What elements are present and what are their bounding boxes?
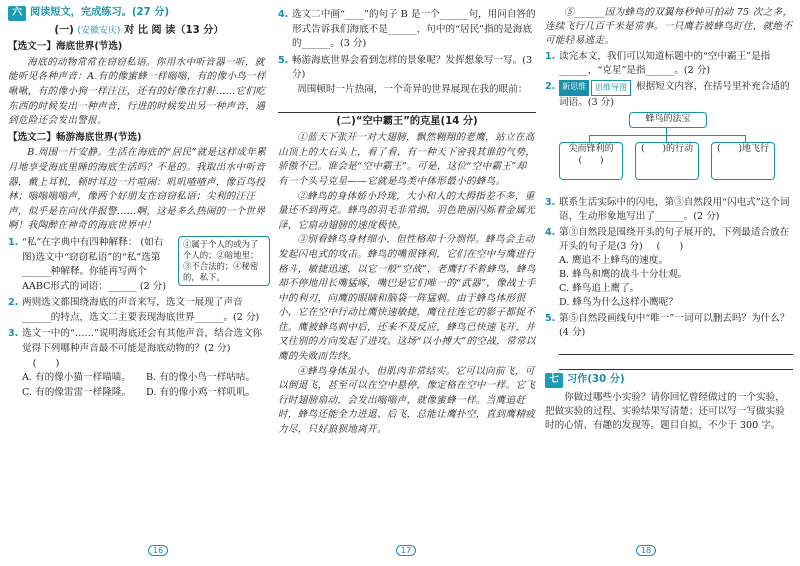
part-source: (安徽安庆): [77, 25, 121, 36]
question-number: 2.: [545, 81, 556, 92]
connector-line: [589, 135, 745, 136]
question-text: 第③自然段是围绕开头的句子展开的，下列最适合放在开头的句子是(3 分): [559, 227, 790, 252]
section-number-badge: 七: [545, 373, 563, 388]
answer-prompt: 周围顿时一片热闹，一个奇异的世界展现在我的眼前：: [297, 83, 528, 95]
question-3: [8, 327, 270, 371]
question-text: 选文一中的“……”说明海底还会有其他声音，结合选文你觉得下列哪种声音最不可能是海底动物的？(2 分): [22, 328, 263, 355]
question-text: 读完本文，我们可以知道标题中的“空中霸王”是指______，“克星”是指______。(2 分): [559, 51, 771, 76]
answer-paren[interactable]: ( ): [32, 357, 60, 369]
question-2: [545, 80, 793, 110]
mind-map-tag: 思维导图: [591, 80, 631, 96]
mind-map-root: 蜂鸟的法宝: [629, 112, 707, 128]
option-a[interactable]: A. 鹰追不上蜂鸟的速度。: [559, 255, 668, 266]
question-text: 两则选文都围绕海底的声音来写，选文一展现了声音______的特点，选文二主要表现海底世界______。(2 分): [22, 297, 260, 323]
selection-two-title: 【选文二】畅游海底世界(节选): [8, 131, 142, 143]
question-number: 2.: [8, 297, 19, 309]
selection-one-text: 海底的动物常常在窃窃私语。你用水中听音器一听，就能听见各种声音：A.有的像蜜蜂一样嗡嗡，有的像小鸟一样啾啾，有的像小狗一样汪汪，还有的好像在打鼾……它们吃东西的时候发出一种声音，行进的时候发出另一种声音，遇到危险还会发出警报。: [8, 56, 266, 127]
selection-one-title: 【选文一】海底世界(节选): [8, 41, 123, 53]
mind-map-leaf[interactable]: 尖而锋利的( ): [559, 142, 623, 180]
question-text: 根据短文内容，在括号里补充合适的词语。(3 分): [559, 81, 790, 108]
question-number: 4.: [278, 9, 289, 20]
question-number: 3.: [8, 328, 19, 340]
column-right: [545, 6, 793, 433]
section-number-badge: 六: [8, 6, 26, 21]
writing-prompt: 你做过哪些小实验？请你回忆曾经做过的一个实验，把做实验的过程、实验结果写清楚；还可以写一写做实验时的心情、有趣的发现等。题目自拟，不少于 300 字。: [545, 391, 785, 431]
question-number: 5.: [545, 313, 556, 324]
options-row: [22, 371, 270, 386]
answer-line[interactable]: [559, 341, 793, 355]
options-row: [22, 386, 270, 401]
question-number: 1.: [545, 51, 556, 62]
question-4: [545, 226, 793, 254]
answer-paren[interactable]: ( ): [656, 241, 684, 252]
answer-line[interactable]: [278, 99, 536, 113]
section-seven-header: [545, 373, 793, 388]
section-six-header: [8, 6, 270, 21]
question-text: “私”在字典中有四种解释：: [22, 236, 138, 248]
option-b[interactable]: B. 有的像小鸟一样咕咕。: [146, 372, 256, 384]
question-5: [278, 54, 536, 83]
option-d[interactable]: D. 有的像小鸡一样叽叽。: [146, 386, 256, 398]
question-1: [8, 236, 270, 294]
new-thinking-tag: 新思维: [559, 80, 589, 96]
definition-box: ①属于个人的或为了个人的；②暗地里；③不合法的；④秘密的，私下。: [178, 236, 270, 286]
question-2: [8, 296, 270, 325]
option-b[interactable]: B. 蜂鸟和鹰的战斗十分壮观。: [559, 269, 688, 280]
question-number: 1.: [8, 236, 19, 248]
paragraph-3: ③别看蜂鸟身材细小，但性格却十分剽悍。蜂鸟会主动发起闪电式的攻击。蜂鸟的嘴很锋利，它们在空中与鹰进行格斗，敏捷迅速，以它一般“空战”，老鹰打不着蜂鸟，蜂鸟却不停地用长嘴猛啄，嘴巴是它们唯一的“武器”，像战士手中的利刃，向鹰的眼睛和脑袋一阵猛刺。由于蜂鸟体形很小，它在空中行动比鹰快速敏捷，鹰往往连它的影子都捉不住。鹰被蜂鸟刺中后，还来不及反应，蜂鸟已快速飞开，并又往别的方向发起了进攻。这场“以小搏大”的空战，常常以鹰的失败而告终。: [278, 234, 536, 363]
page-number: 18: [636, 545, 656, 556]
question-number: 3.: [545, 197, 556, 208]
connector-line: [666, 127, 667, 135]
question-number: 4.: [545, 227, 556, 238]
selection-two-text: B.周围一片安静。生活在海底的“居民”就是这样成年累月地享受海底里睡的海底生活吗？不是的。我取出水中听音器，戴上耳机，顿时耳边一片喧闹：叽叽喳喳声，像百鸟投林；嗡嗡嗡嗡声，像两个好朋友在窃窃私语；尖利的汪汪声，似乎是在向伙伴报警……啊，这是多么热闹的一个世界啊！我陶醉在神奇的海底世界中！: [8, 147, 266, 232]
question-3: [545, 196, 793, 224]
question-text: 联系生活实际中的闪电，第③自然段用“闪电式”这个词语，生动形象地写出了______。(2 分): [559, 197, 790, 222]
paragraph-4: ④蜂鸟身体虽小，但肌肉非常结实。它可以向前飞，可以倒退飞，甚至可以在空中悬停，像定格在空中一样。它飞行时翅膀扇动，会发出嗡嗡声，就像蜜蜂一样。当鹰追赶时，蜂鸟还能全力进退、后飞，总能让鹰扑空，直到鹰精疲力尽，只好狼狈地离开。: [278, 365, 536, 436]
part-two-title: (二)“空中霸王”的克星(14 分): [336, 115, 478, 127]
mind-map-diagram: [559, 112, 793, 194]
question-5: [545, 312, 793, 340]
option-c[interactable]: C. 有的像雷雷一样隆隆。: [22, 386, 132, 398]
option-a[interactable]: A. 有的像小猫一样喵喵。: [22, 372, 131, 384]
mind-map-leaf[interactable]: ( )地飞行: [711, 142, 775, 180]
connector-line: [745, 135, 746, 142]
section-title: 习作(30 分): [567, 374, 625, 385]
paragraph-5: ⑤______因为蜂鸟的双翼每秒钟可拍动 75 次之多，连续飞行几百千米是常事。一只鹰若被蜂鸟盯住，就绝不可能轻易逃走。: [545, 7, 793, 46]
page-number: 17: [396, 545, 416, 556]
connector-line: [666, 135, 667, 142]
question-text: 第⑤自然段画线句中“唯一”一词可以删去吗？为什么？(4 分): [559, 313, 790, 338]
option-c[interactable]: C. 蜂鸟追上鹰了。: [559, 283, 640, 294]
page-number: 16: [148, 545, 168, 556]
section-title: 阅读短文，完成练习。(27 分): [30, 7, 170, 18]
question-number: 5.: [278, 54, 289, 66]
question-score: (2 分): [139, 280, 167, 292]
question-tags: [559, 80, 631, 96]
question-1: [545, 50, 793, 78]
part-heading: 对 比 阅 读（13 分）: [123, 24, 224, 36]
paragraph-2: ②蜂鸟的身体娇小玲珑，大小和人的大拇指差不多，重量还不到两克。蜂鸟的羽毛非常细，羽色艳丽闪烁着金属光泽，它扇动翅膀的速度极快。: [278, 190, 536, 231]
option-d[interactable]: D. 蜂鸟为什么这样小鹰呢？: [559, 297, 678, 308]
question-4: [278, 8, 536, 52]
column-left: [8, 6, 270, 400]
mind-map-leaf[interactable]: ( )的行动: [635, 142, 699, 180]
question-text: 选文二中画“____”的句子 B 是一个______句，用问自答的形式告诉我们海底不是______，句中的“居民”指的是海底的______。(3 分): [292, 9, 536, 50]
question-text: 畅游海底世界会看到怎样的景象呢？发挥想象写一写。(3 分): [292, 54, 533, 81]
paragraph-1: ①蓝天下张开一对大翅膀，飘然翱翔的老鹰，站立在高山顶上的大石头上，看了看，有一种天下舍我其谁的气势，骄傲不已。谁会是“空中霸王”。可是，这位“空中霸王”却有一个头号克星——它就是鸟类中体形最小的蜂鸟。: [278, 132, 536, 187]
column-middle: [278, 6, 536, 438]
part-number: (一): [54, 24, 74, 36]
answer-line[interactable]: [559, 356, 793, 370]
part-title: [8, 24, 270, 39]
connector-line: [589, 135, 590, 142]
question-text-continued: (如右图)选文中“窃窃私语”的“私”选第______种解释。你能再写两个AABC形式的词语：______: [22, 236, 164, 292]
